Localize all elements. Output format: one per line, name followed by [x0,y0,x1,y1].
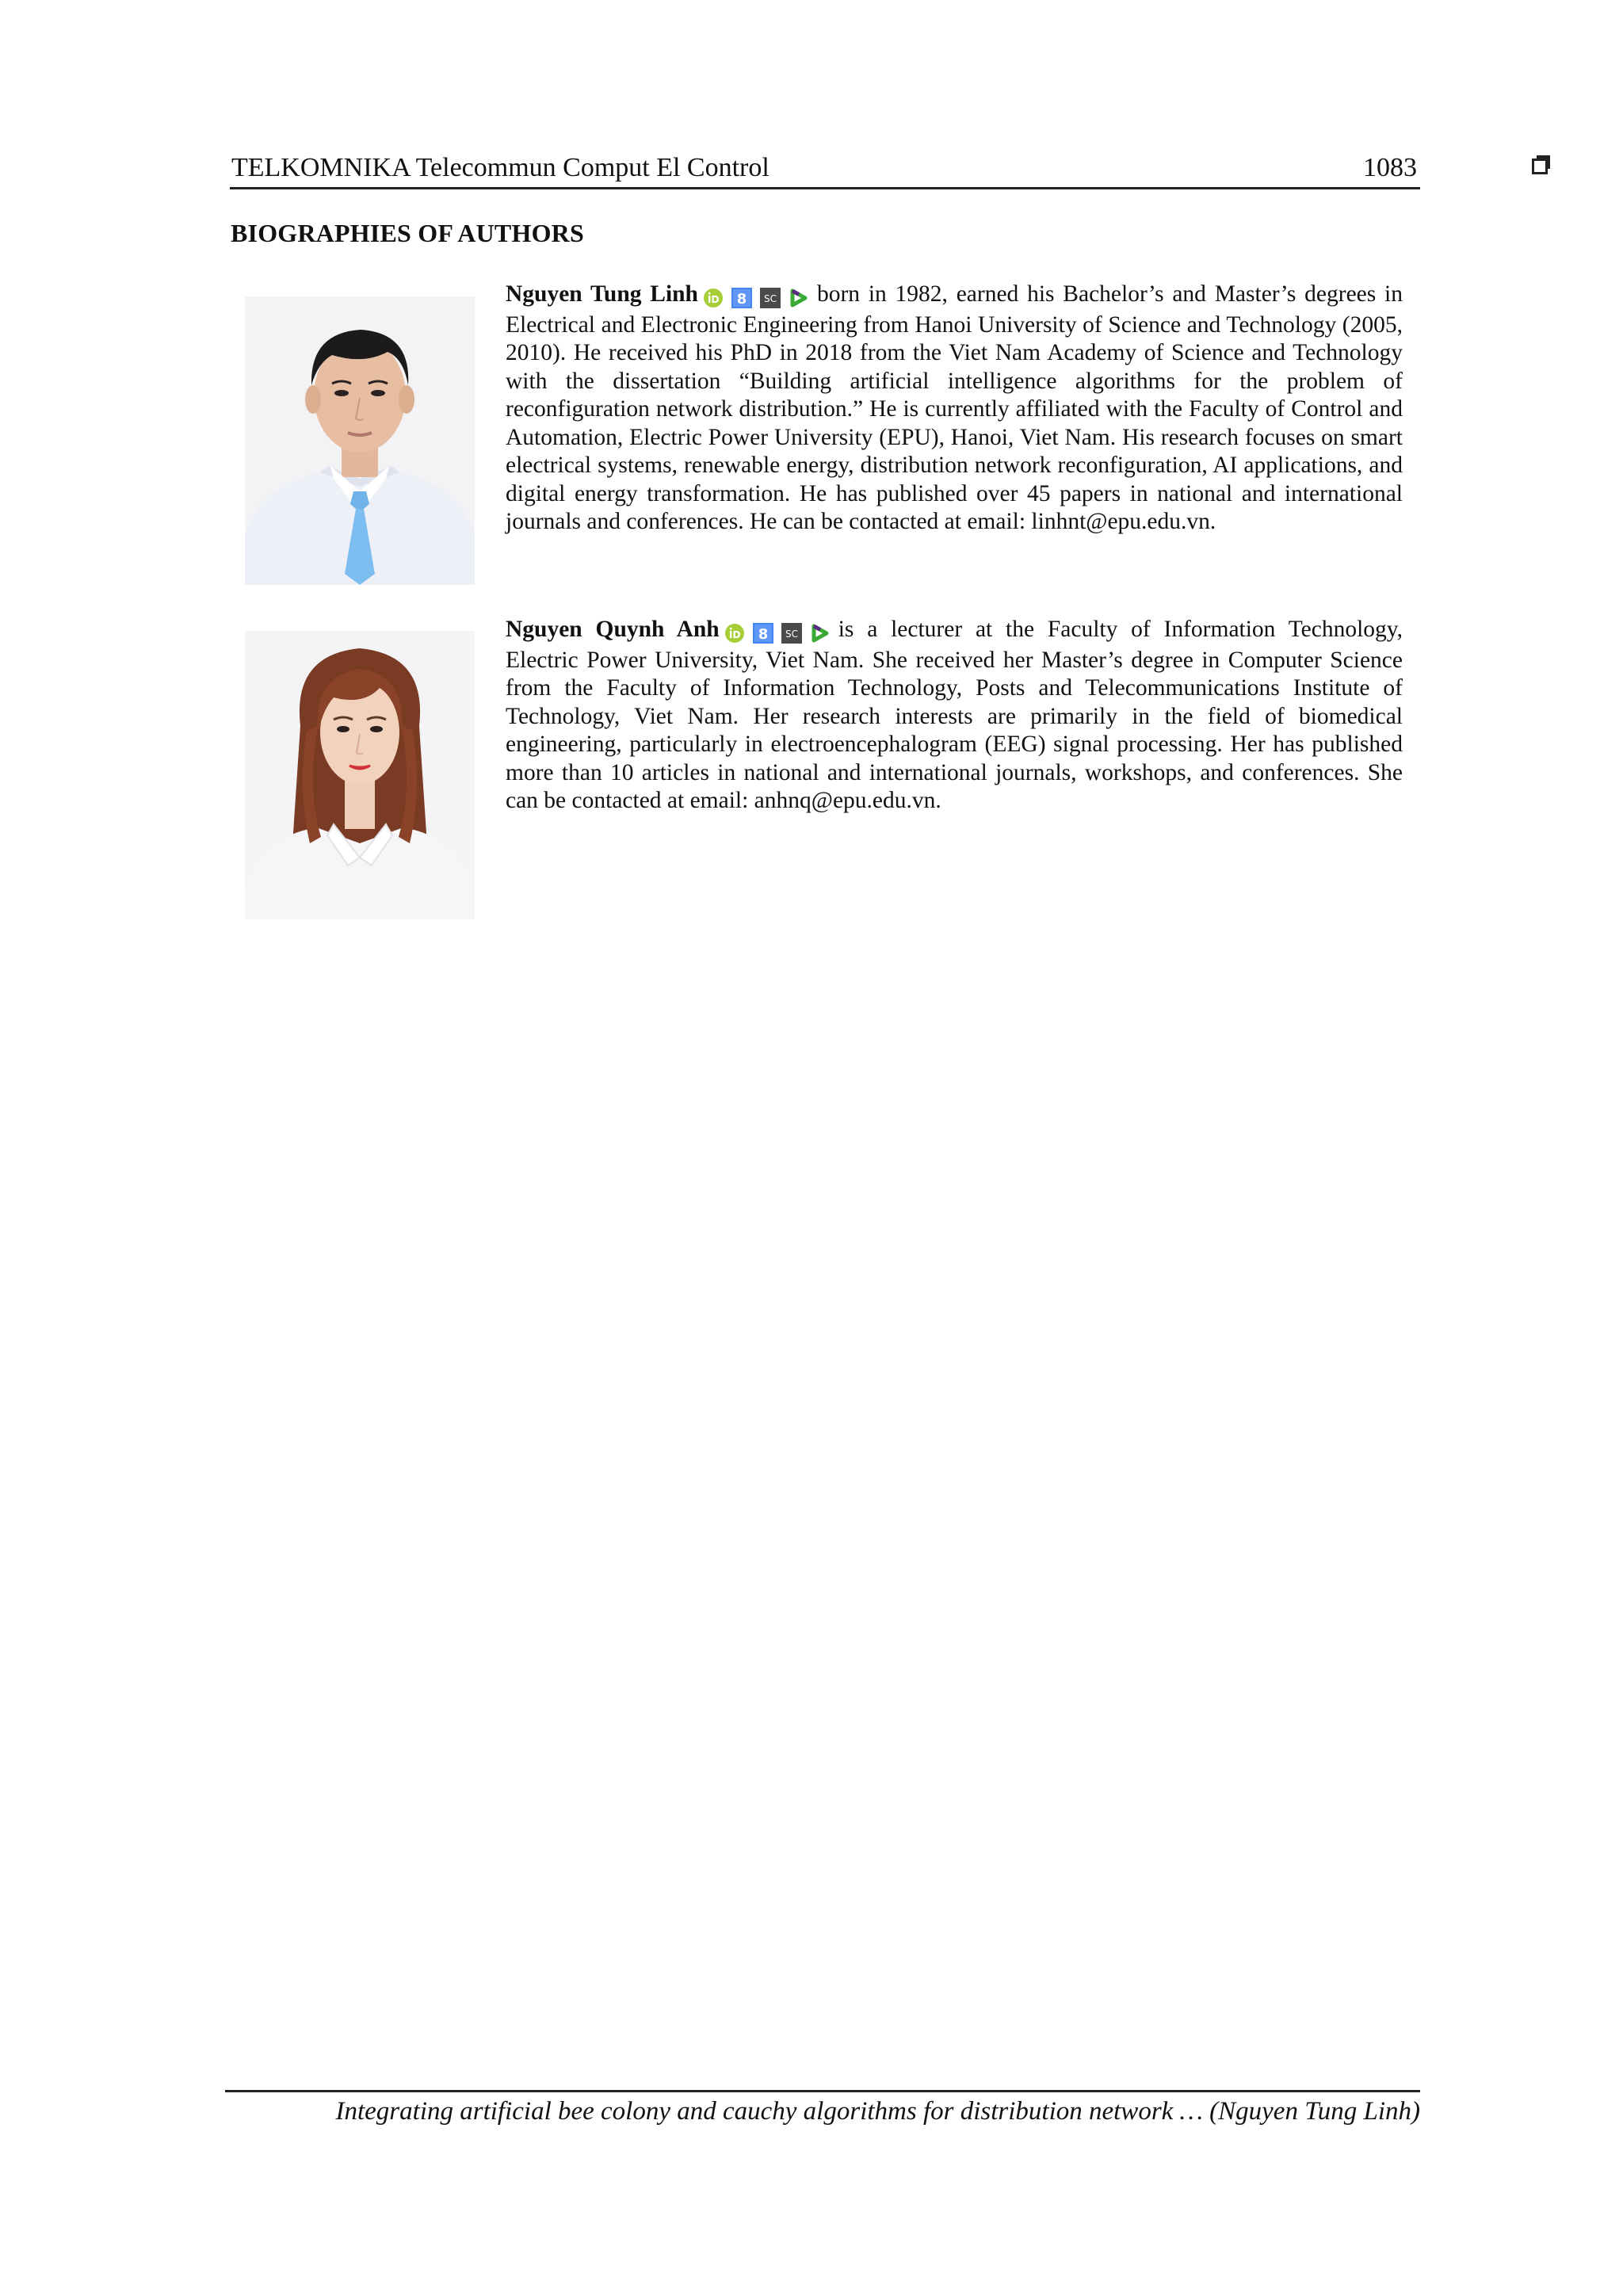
portrait-male [245,296,475,585]
author-bio-2 [506,616,1403,816]
svg-text:8: 8 [758,626,768,644]
footer-rule [225,2090,1420,2092]
square-bullet-icon [1532,159,1548,174]
profile-icons [703,283,814,311]
author-name: Nguyen Tung Linh [506,281,698,307]
scopus-icon[interactable] [781,623,802,644]
google-scholar-icon[interactable] [731,288,752,308]
scopus-icon[interactable] [760,288,781,308]
section-title: BIOGRAPHIES OF AUTHORS [231,219,584,247]
running-header [230,152,1420,189]
journal-name: TELKOMNIKA Telecommun Comput El Control [231,153,769,182]
svg-text:SC: SC [763,293,777,305]
author-bio-text: is a lecturer at the Faculty of Information Technology, Electric Power University, Viet Nam. She received her Master’s degree in Computer Science from the Faculty of Information Technology, Posts and Telecommunications Institute of Technology, Viet Nam. Her research interests are primarily in the field of biomedical engineering, particularly in electroencephalogram (EEG) signal processing. Her has published more than 10 articles in national and international journals, workshops, and conferences. She can be contacted at email: anhnq@epu.edu.vn. [506,617,1403,813]
svg-text:SC: SC [785,628,798,640]
google-scholar-icon[interactable] [753,623,773,644]
publons-icon[interactable] [789,288,809,308]
svg-text:8: 8 [736,291,747,308]
portrait-female [245,631,475,919]
page-number: 1083 [1363,153,1417,182]
orcid-icon[interactable] [724,623,745,644]
publons-icon[interactable] [810,623,831,644]
author-photo-1 [245,296,475,585]
profile-icons [724,618,835,647]
author-name: Nguyen Quynh Anh [506,617,720,642]
orcid-icon[interactable] [703,288,724,308]
running-footer-title: Integrating artificial bee colony and cauchy algorithms for distribution network … (Nguyen Tung Linh) [335,2097,1420,2126]
author-bio-1 [506,281,1403,537]
author-photo-2 [245,631,475,919]
author-bio-text: born in 1982, earned his Bachelor’s and Master’s degrees in Electrical and Electronic Engineering from Hanoi University of Science and Technology (2005, 2010). He received his PhD in 2018 from the Viet Nam Academy of Science and Technology with the dissertation “Building artificial intelligence algorithms for the problem of reconfiguration network distribution.” He is currently affiliated with the Faculty of Control and Automation, Electric Power University (EPU), Hanoi, Viet Nam. His research focuses on smart electrical systems, renewable energy, distribution network reconfiguration, AI applications, and digital energy transformation. He has published over 45 papers in national and international journals and conferences. He can be contacted at email: linhnt@epu.edu.vn. [506,281,1403,534]
